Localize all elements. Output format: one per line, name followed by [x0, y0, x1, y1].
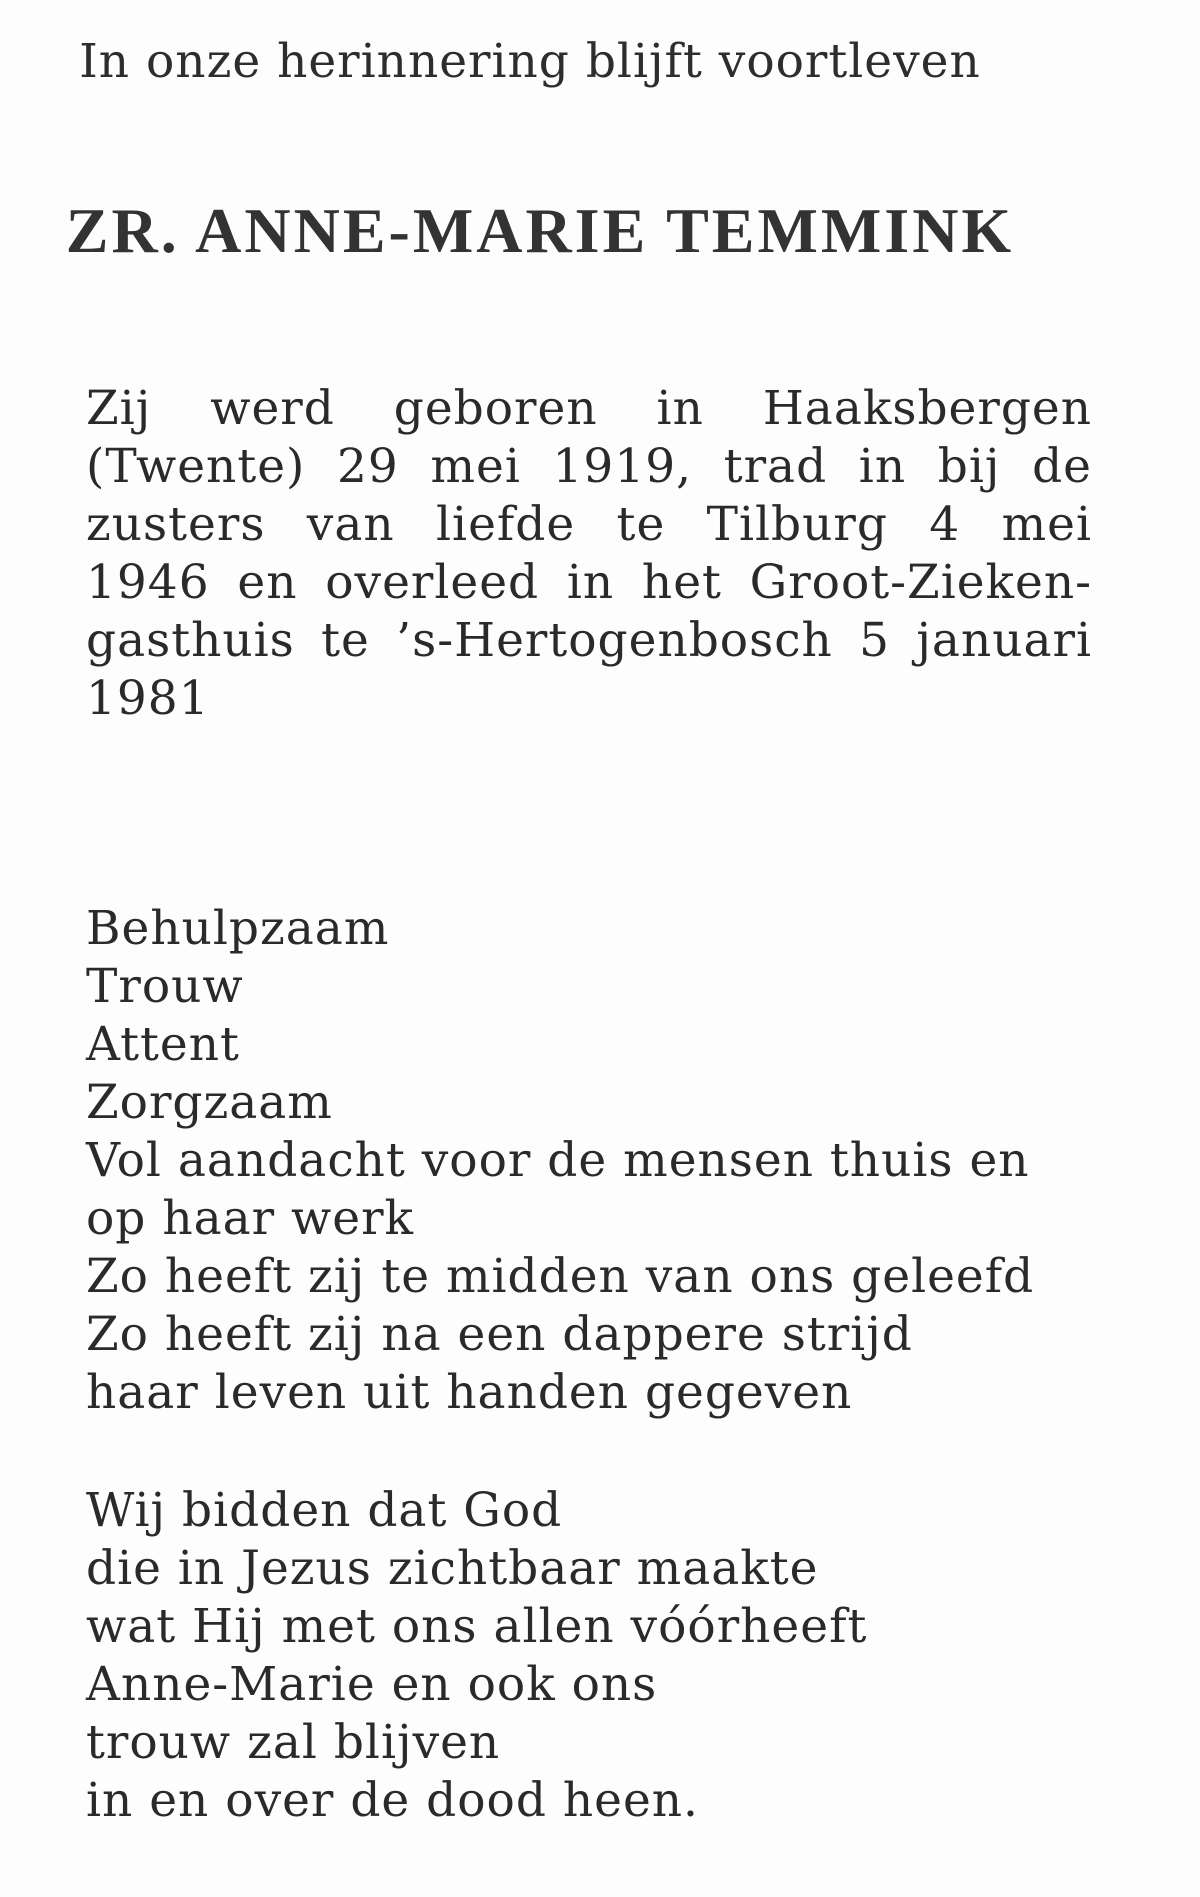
verse-second-stanza — [86, 1482, 1096, 1830]
verse-line: die in Jezus zichtbaar maakte — [86, 1541, 819, 1596]
verse-first-stanza — [86, 900, 1096, 1422]
verse-line: Vol aandacht voor de mensen thuis en — [86, 1133, 1030, 1188]
bio-line: 1981 — [86, 671, 210, 726]
verse-line: Anne-Marie en ook ons — [86, 1657, 658, 1712]
verse-line: Wij bidden dat God — [86, 1483, 563, 1538]
verse-line: Zo heeft zij na een dappere strijd — [86, 1307, 913, 1362]
verse-line: in en over de dood heen. — [86, 1773, 699, 1828]
verse-line: op haar werk — [86, 1191, 415, 1246]
verse-line: Behulpzaam — [86, 901, 390, 956]
verse-line: Trouw — [86, 959, 244, 1014]
biography — [86, 380, 1092, 728]
bio-line: zusters van liefde te Tilburg 4 mei — [86, 497, 1092, 552]
bio-line: Zij werd geboren in Haaksbergen — [86, 381, 1092, 436]
verse-line: haar leven uit handen gegeven — [86, 1365, 853, 1420]
bio-line: 1946 en overleed in het Groot-Zieken- — [86, 555, 1092, 610]
bio-line: gasthuis te ’s-Hertogenbosch 5 januari — [86, 613, 1092, 668]
verse-line: Zorgzaam — [86, 1075, 333, 1130]
verse-line: Attent — [86, 1017, 240, 1072]
verse-line: trouw zal blijven — [86, 1715, 501, 1770]
bio-line: (Twente) 29 mei 1919, trad in bij de — [86, 439, 1092, 494]
verse-line: wat Hij met ons allen vóórheeft — [86, 1599, 868, 1654]
intro-line: In onze herinnering blijft voortleven — [79, 34, 981, 89]
verse-line: Zo heeft zij te midden van ons geleefd — [86, 1249, 1035, 1304]
deceased-name: ZR. ANNE-MARIE TEMMINK — [65, 195, 1015, 266]
